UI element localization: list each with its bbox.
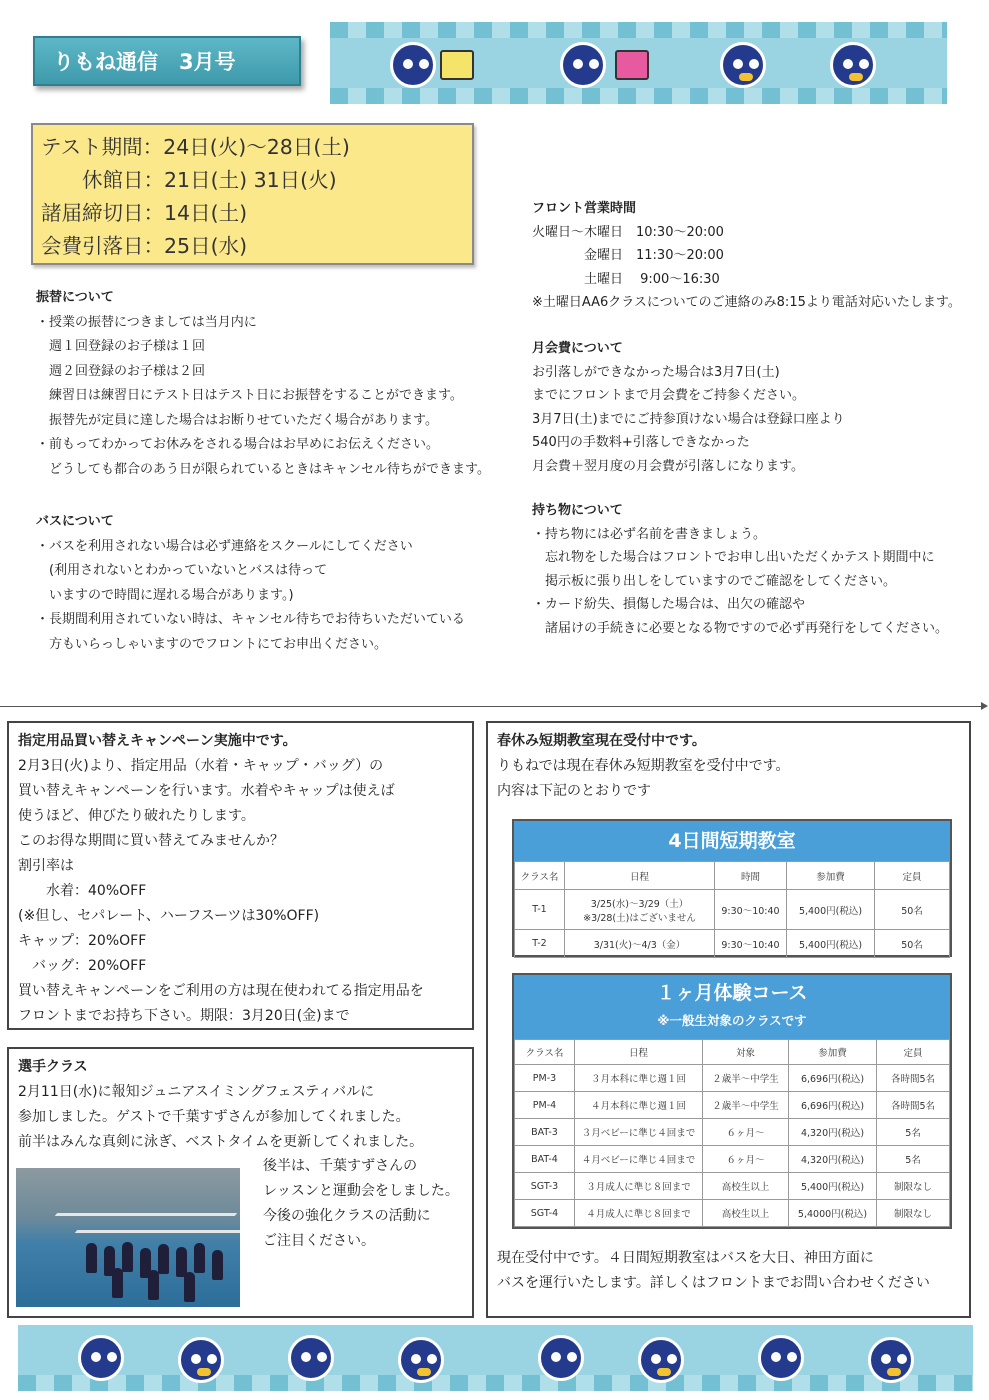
section-heading: 持ち物について: [532, 503, 623, 518]
table-cell: ６ヶ月〜: [703, 1146, 789, 1173]
panel-line: このお得な期間に買い替えてみませんか？: [18, 833, 284, 849]
table-cell: 5名: [877, 1146, 950, 1173]
table-cell: SGT-4: [515, 1200, 575, 1227]
table-cell: 各時間5名: [877, 1065, 950, 1092]
panel-line: 前半はみんな真剣に泳ぎ、ベストタイムを更新してくれました。: [18, 1134, 424, 1150]
header-cell: 参加費: [787, 862, 875, 890]
table-cell: 4,320円(税込): [789, 1119, 877, 1146]
table-cell: BAT-3: [515, 1119, 575, 1146]
penguin-swimmer-icon: [868, 1337, 914, 1383]
date-note: ※3/28(土)はございません: [583, 912, 696, 924]
fee-debit-date: 会費引落日：25日(水): [41, 234, 248, 258]
table-cell: T-2: [515, 930, 565, 958]
table-cell: 50名: [875, 890, 950, 930]
section-line: 週１回登録のお子様は１回: [36, 339, 206, 354]
header-cell: 参加費: [789, 1040, 877, 1065]
panel-heading: 指定用品買い替えキャンペーン実施中です。: [18, 733, 297, 749]
panel-line: ご注目ください。: [263, 1233, 375, 1249]
panel-line: バスを運行いたします。詳しくはフロントまでお問い合わせください: [497, 1275, 930, 1291]
penguin-swimmer-icon: [178, 1337, 224, 1383]
kickboard-icon: [440, 50, 474, 80]
table-cell: 6,696円(税込): [789, 1065, 877, 1092]
table-cell: ３月本科に準じ週１回: [575, 1065, 703, 1092]
section-heading: 月会費について: [532, 341, 623, 356]
penguin-swimmer-icon: [758, 1335, 804, 1381]
front-desk-hours-section: [532, 197, 961, 315]
table-cell: ４月ベビーに準じ４回まで: [575, 1146, 703, 1173]
section-line: ・前もってわかってお休みをされる場合はお早めにお伝えください。: [36, 437, 440, 452]
table-cell: BAT-4: [515, 1146, 575, 1173]
penguin-swimmer-icon: [830, 42, 876, 88]
table-cell: [565, 890, 715, 930]
table-cell: 5,400円(税込): [787, 930, 875, 958]
table-subtitle: ※一般生対象のクラスです: [657, 1013, 807, 1028]
table-cell: PM-3: [515, 1065, 575, 1092]
course-table: [514, 861, 950, 958]
section-line: ※土曜日AA6クラスについてのご連絡のみ8:15より電話対応いたします。: [532, 295, 961, 310]
panel-line: 割引率は: [18, 858, 74, 874]
header-cell: 対象: [703, 1040, 789, 1065]
panel-footer: [497, 1246, 930, 1296]
bus-section: [36, 510, 465, 657]
wave-decoration: [330, 22, 947, 38]
table-row: [515, 1119, 950, 1146]
section-line: までにフロントまで月会費をご持参ください。: [532, 388, 806, 403]
table-cell: 5,400円(税込): [787, 890, 875, 930]
table-cell: 6,696円(税込): [789, 1092, 877, 1119]
panel-line: 2月3日(火)より、指定用品（水着・キャップ・バッグ）の: [18, 758, 384, 774]
closed-days: 休館日：21日(土) 31日(火): [41, 168, 337, 192]
team-photo: [16, 1168, 240, 1307]
panel-line: 買い替えキャンペーンを行います。水着やキャップは使えば: [18, 783, 395, 799]
section-line: どうしても都合のあう日が限られているときはキャンセル待ちができます。: [36, 461, 490, 477]
kickboard-icon: [615, 50, 649, 80]
section-line: ・カード紛失、損傷した場合は、出欠の確認や: [532, 597, 806, 612]
four-day-course-table: [512, 819, 952, 957]
panel-line: 内容は下記のとおりです: [497, 783, 651, 799]
table-cell: 50名: [875, 930, 950, 958]
penguin-swimmer-icon: [538, 1335, 584, 1381]
section-line: (利用されないとわかっていないとバスは待って: [36, 563, 328, 578]
makeup-lesson-section: [36, 286, 490, 482]
panel-line: りもねでは現在春休み短期教室を受付中です。: [497, 758, 790, 774]
table-row: [515, 1065, 950, 1092]
divider-arrow-icon: [981, 702, 988, 710]
panel-line: 今後の強化クラスの活動に: [263, 1208, 431, 1224]
panel-heading: 春休み短期教室現在受付中です。: [497, 733, 706, 749]
swimming-penguins-footer-banner: [18, 1325, 973, 1391]
section-line: 振替先が定員に達した場合はお断りせていただく場合があります。: [36, 412, 438, 428]
panel-line: 使うほど、伸びたり破れたりします。: [18, 808, 255, 824]
panel-line: レッスンと運動会をしました。: [263, 1183, 459, 1199]
table-row: [515, 1092, 950, 1119]
table-title: 4日間短期教室: [514, 821, 950, 861]
panel-line: (※但し、セパレート、ハーフスーツは30%OFF): [18, 908, 320, 924]
table-cell: ３月ベビーに準じ４回まで: [575, 1119, 703, 1146]
header-cell: 時間: [715, 862, 787, 890]
table-header-row: [515, 1040, 950, 1065]
table-cell: PM-4: [515, 1092, 575, 1119]
table-row: [515, 890, 950, 930]
section-line: ・長期間利用されていない時は、キャンセル待ちでお待ちいただいている: [36, 612, 465, 627]
penguin-swimmer-icon: [78, 1335, 124, 1381]
section-line: 月会費＋翌月度の月会費が引落しになります。: [532, 458, 804, 474]
penguin-swimmer-icon: [398, 1337, 444, 1383]
penguin-swimmer-icon: [390, 42, 436, 88]
table-cell: 高校生以上: [703, 1200, 789, 1227]
one-month-course-table: [512, 973, 952, 1229]
section-line: 540円の手数料+引落しできなかった: [532, 435, 750, 450]
section-line: いますので時間に遅れる場合があります。): [36, 587, 294, 603]
table-cell: SGT-3: [515, 1173, 575, 1200]
belongings-section: [532, 499, 948, 640]
swimming-penguins-banner: [330, 22, 947, 104]
section-heading: バスについて: [36, 514, 114, 529]
wave-decoration: [330, 88, 947, 104]
table-cell: 5,4000円(税込): [789, 1200, 877, 1227]
table-title: １ヶ月体験コース: [656, 982, 808, 1004]
panel-line: 現在受付中です。４日間短期教室はバスを大日、神田方面に: [497, 1250, 874, 1266]
table-cell: 9:30〜10:40: [715, 890, 787, 930]
section-heading: 振替について: [36, 290, 114, 305]
table-cell: ４月本科に準じ週１回: [575, 1092, 703, 1119]
table-cell: ６ヶ月〜: [703, 1119, 789, 1146]
course-table: [514, 1039, 950, 1227]
section-divider: [0, 706, 983, 707]
table-cell: 制限なし: [877, 1173, 950, 1200]
section-line: 金曜日 11:30〜20:00: [532, 248, 724, 263]
panel-line: キャップ：20%OFF: [18, 933, 147, 949]
section-line: ・バスを利用されない場合は必ず連絡をスクールにしてください: [36, 538, 413, 554]
header-cell: 定員: [875, 862, 950, 890]
section-line: 週２回登録のお子様は２回: [36, 363, 206, 379]
table-cell: 9:30〜10:40: [715, 930, 787, 958]
schedule-summary-box: [31, 123, 474, 265]
panel-line: フロントまでお持ち下さい。期限：3月20日(金)まで: [18, 1008, 350, 1024]
panel-line: 後半は、千葉すずさんの: [263, 1158, 418, 1174]
header-cell: クラス名: [515, 1040, 575, 1065]
table-cell: 5,400円(税込): [789, 1173, 877, 1200]
test-period: テスト期間：24日(火)〜28日(土): [41, 135, 350, 159]
section-line: 諸届けの手続きに必要となる物ですので必ず再発行をしてください。: [532, 620, 949, 636]
table-cell: 5名: [877, 1119, 950, 1146]
penguin-swimmer-icon: [720, 42, 766, 88]
monthly-fee-section: [532, 337, 845, 478]
table-cell: ４月成人に準じ８回まで: [575, 1200, 703, 1227]
application-deadline: 諸届締切日：14日(土): [41, 201, 248, 225]
section-line: 土曜日 9:00〜16:30: [532, 271, 720, 287]
table-header-row: [515, 862, 950, 890]
table-cell: 各時間5名: [877, 1092, 950, 1119]
table-cell: 4,320円(税込): [789, 1146, 877, 1173]
table-cell: T-1: [515, 890, 565, 930]
panel-heading: 選手クラス: [18, 1059, 88, 1075]
section-line: お引落しができなかった場合は3月7日(土): [532, 364, 780, 380]
newsletter-title: りもね通信 3月号: [33, 36, 301, 86]
table-row: [515, 1200, 950, 1227]
campaign-panel: [7, 721, 474, 1030]
header-cell: 日程: [575, 1040, 703, 1065]
wave-decoration: [18, 1375, 973, 1391]
section-line: ・持ち物には必ず名前を書きましょう。: [532, 526, 767, 542]
header-cell: 日程: [565, 862, 715, 890]
section-line: ・授業の振替につきましては当月内に: [36, 314, 257, 330]
section-line: 3月7日(土)までにご持参頂けない場合は登録口座より: [532, 411, 845, 427]
section-line: 練習日は練習日にテスト日はテスト日にお振替をすることができます。: [36, 388, 463, 403]
penguin-swimmer-icon: [560, 42, 606, 88]
header-cell: クラス名: [515, 862, 565, 890]
table-cell: ２歳半〜中学生: [703, 1092, 789, 1119]
panel-line: 買い替えキャンペーンをご利用の方は現在使われてる指定用品を: [18, 983, 424, 999]
table-header-block: [514, 975, 950, 1039]
table-cell: 3/31(火)〜4/3（金）: [565, 930, 715, 958]
section-heading: フロント営業時間: [532, 201, 637, 216]
section-line: 火曜日〜木曜日 10:30〜20:00: [532, 224, 724, 240]
table-cell: ３月成人に準じ８回まで: [575, 1173, 703, 1200]
section-line: 忘れ物をした場合はフロントでお申し出いただくかテスト期間中に: [532, 550, 935, 565]
panel-line: バッグ：20%OFF: [18, 958, 147, 974]
header-cell: 定員: [877, 1040, 950, 1065]
table-cell: 高校生以上: [703, 1173, 789, 1200]
table-cell: ２歳半〜中学生: [703, 1065, 789, 1092]
panel-line: 参加しました。ゲストで千葉すずさんが参加してくれました。: [18, 1109, 410, 1125]
penguin-swimmer-icon: [638, 1337, 684, 1383]
section-line: 方もいらっしゃいますのでフロントにてお申出ください。: [36, 636, 388, 652]
penguin-swimmer-icon: [288, 1335, 334, 1381]
side-text: [263, 1154, 459, 1254]
table-row: [515, 930, 950, 958]
date-text: 3/25(水)〜3/29（土）: [590, 898, 689, 910]
panel-line: 2月11日(水)に報知ジュニアスイミングフェスティバルに: [18, 1084, 375, 1100]
table-cell: 制限なし: [877, 1200, 950, 1227]
table-row: [515, 1146, 950, 1173]
section-line: 掲示板に張り出しをしていますのでご確認をしてください。: [532, 573, 897, 589]
table-row: [515, 1173, 950, 1200]
panel-line: 水着：40%OFF: [18, 883, 147, 899]
